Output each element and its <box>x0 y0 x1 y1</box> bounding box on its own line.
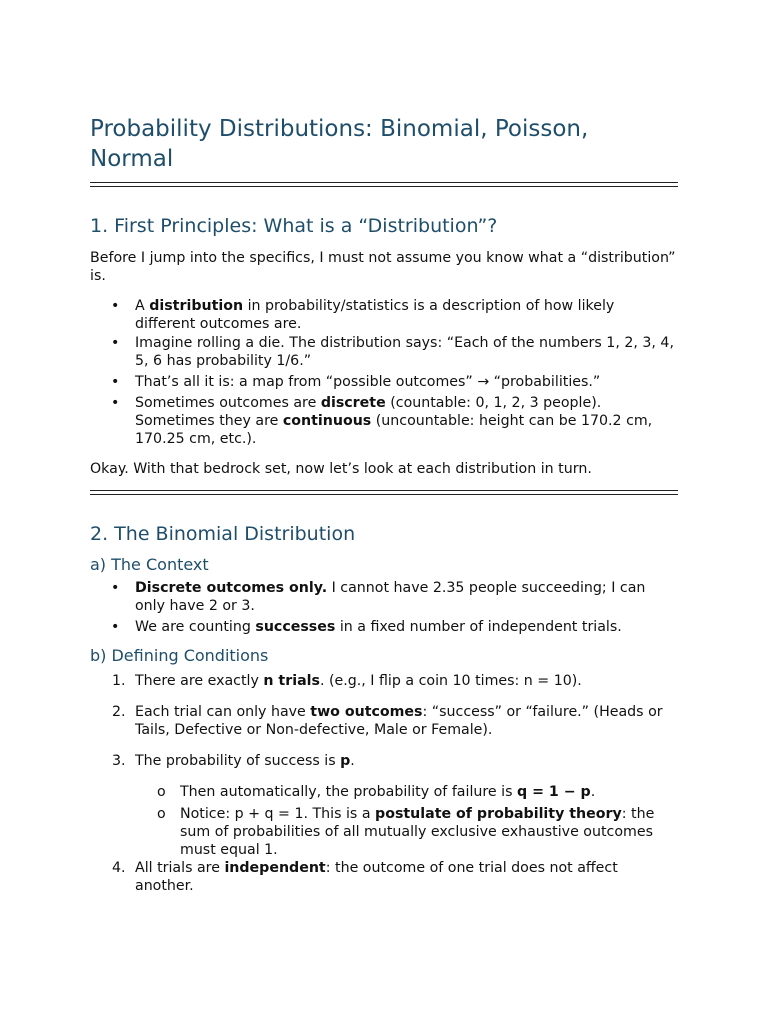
text-run: (countable: 0, 1, 2, 3 people). Sometimes they are <box>135 395 602 429</box>
text-run: The probability of success is <box>135 753 341 769</box>
list-item <box>90 703 678 739</box>
bullet-icon: • <box>111 335 120 351</box>
horizontal-rule <box>90 490 678 495</box>
bullet-icon: • <box>111 298 120 314</box>
list-item <box>90 394 678 448</box>
text-run: Then automatically, the probability of failure is <box>180 784 517 800</box>
bold-term: Discrete outcomes only. <box>135 580 328 596</box>
bold-term: successes <box>255 619 336 635</box>
bold-term: q = 1 − p <box>516 784 591 800</box>
text-run: Notice: p + q = 1. This is a <box>180 806 376 822</box>
text-run: : “success” or “failure.” (Heads or Tails, Defective or Non-defective, Male or Female). <box>135 704 663 738</box>
text-run: Sometimes outcomes are <box>135 395 321 411</box>
list-item <box>90 672 678 690</box>
list-item <box>90 373 678 391</box>
section-heading: 2. The Binomial Distribution <box>90 523 356 545</box>
sub-list <box>90 783 678 859</box>
text-run: : the sum of probabilities of all mutually exclusive exhaustive outcomes must equal 1. <box>180 806 655 858</box>
sub-list-item <box>90 783 678 801</box>
text-run: A <box>135 298 150 314</box>
circle-bullet-icon: o <box>157 784 166 800</box>
bullet-list <box>90 579 678 636</box>
list-item <box>90 618 678 636</box>
horizontal-rule <box>90 182 678 187</box>
section-intro: Before I jump into the specifics, I must not assume you know what a “distribution” is. <box>90 250 676 284</box>
text-run: . <box>350 753 355 769</box>
list-item <box>90 859 678 895</box>
list-item <box>90 579 678 615</box>
sub-list-item <box>90 805 678 859</box>
list-item <box>90 297 678 333</box>
list-item <box>90 752 678 859</box>
text-run: That’s all it is: a map from “possible outcomes” → “probabilities.” <box>135 374 601 390</box>
text-run: Imagine rolling a die. The distribution says: “Each of the numbers 1, 2, 3, 4, 5, 6 has probability 1/6.” <box>135 335 674 369</box>
list-number: 1. <box>112 673 126 689</box>
text-run: All trials are <box>135 860 225 876</box>
text-run: Each trial can only have <box>135 704 311 720</box>
list-item <box>90 334 678 370</box>
text-run: (uncountable: height can be 170.2 cm, 170.25 cm, etc.). <box>135 413 653 447</box>
list-number: 3. <box>112 753 126 769</box>
bullet-icon: • <box>111 619 120 635</box>
document-page <box>90 114 678 895</box>
document-title: Probability Distributions: Binomial, Poisson, Normal <box>90 116 589 172</box>
text-run: . <box>590 784 596 800</box>
bold-term: continuous <box>282 413 372 429</box>
text-run: . (e.g., I flip a coin 10 times: n = 10). <box>319 673 582 689</box>
bullet-icon: • <box>111 395 120 411</box>
list-number: 2. <box>112 704 126 720</box>
subsection-heading: b) Defining Conditions <box>90 646 269 665</box>
subsection-heading: a) The Context <box>90 555 209 574</box>
text-run: I cannot have 2.35 people succeeding; I can only have 2 or 3. <box>135 580 646 614</box>
text-run: in a fixed number of independent trials. <box>335 619 622 635</box>
bullet-icon: • <box>111 580 120 596</box>
bold-term: postulate of probability theory <box>375 806 622 822</box>
text-run: in probability/statistics is a description of how likely different outcomes are. <box>135 298 615 332</box>
section-heading: 1. First Principles: What is a “Distribution”? <box>90 215 498 237</box>
text-run: We are counting <box>135 619 256 635</box>
text-run: There are exactly <box>135 673 264 689</box>
bullet-list <box>90 297 678 448</box>
list-number: 4. <box>112 860 126 876</box>
bold-term: distribution <box>149 298 244 314</box>
circle-bullet-icon: o <box>157 806 166 822</box>
numbered-list <box>90 672 678 895</box>
bold-term: independent <box>224 860 326 876</box>
bold-term: n trials <box>263 673 320 689</box>
text-run: : the outcome of one trial does not affect another. <box>135 860 618 894</box>
bullet-icon: • <box>111 374 120 390</box>
bold-term: p <box>340 753 351 769</box>
bold-term: discrete <box>320 395 386 411</box>
bold-term: two outcomes <box>310 704 423 720</box>
section-closing: Okay. With that bedrock set, now let’s look at each distribution in turn. <box>90 461 592 477</box>
